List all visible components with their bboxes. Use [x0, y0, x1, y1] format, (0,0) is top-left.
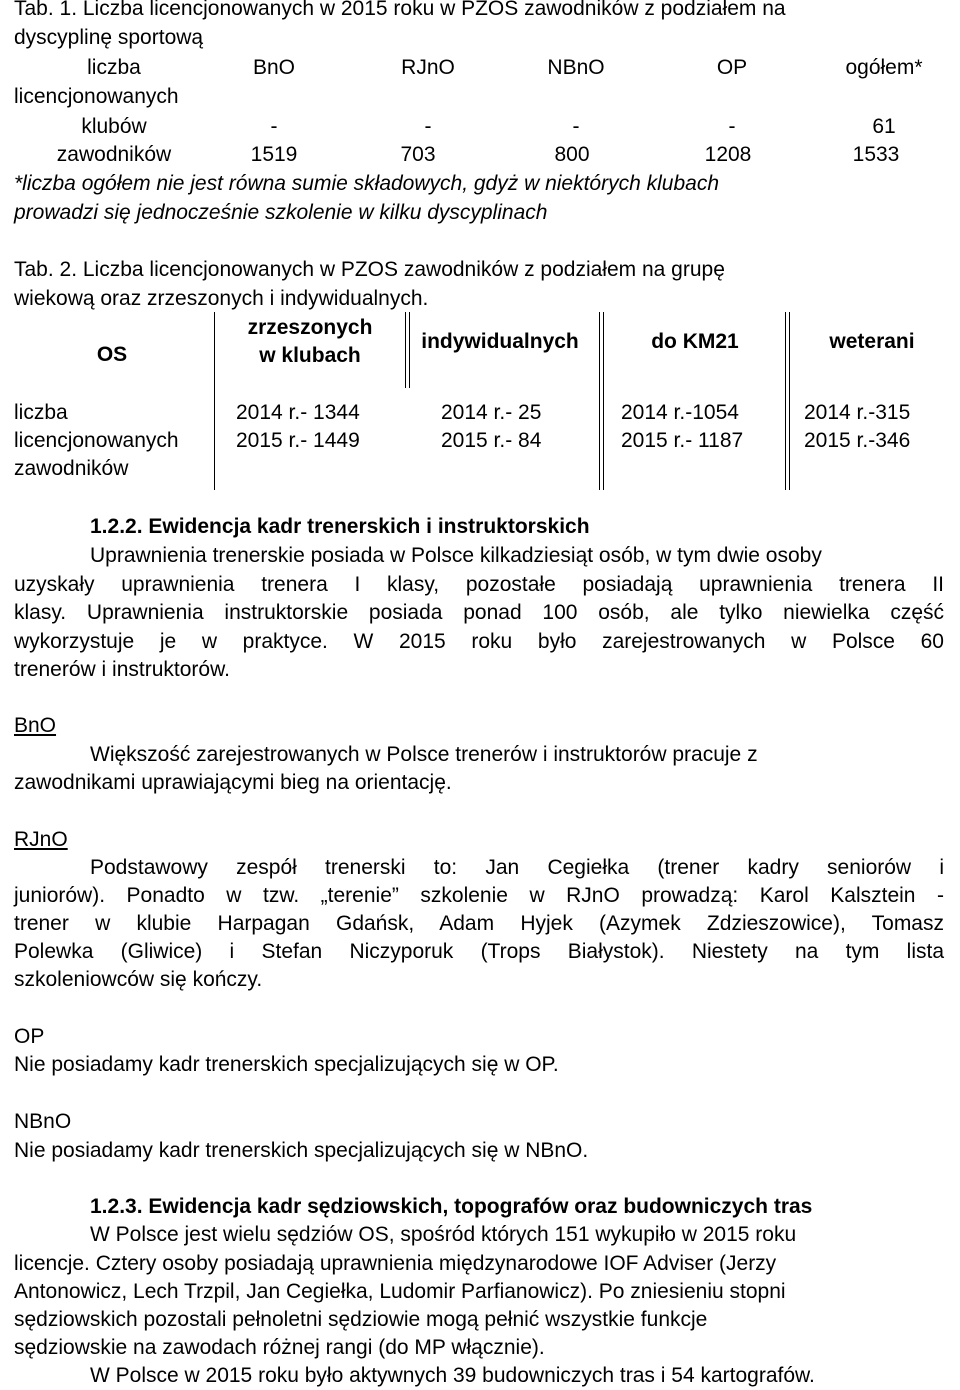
table1-row-label-klubow: klubów [81, 115, 147, 138]
table1-col-bno: BnO [252, 56, 296, 79]
table2-row-label: liczba [14, 401, 68, 424]
table2-cell-km21-2015: 2015 r.- 1187 [621, 429, 744, 452]
table1-row-label-zawodnikow: zawodników [56, 143, 172, 166]
section-123-p1-line4: sędziowskich pozostali pełnoletni sędziowie mogą pełnić wszystkie funkcje [14, 1308, 708, 1331]
table1-cell: 1208 [704, 143, 752, 166]
section-122-p1-line5: trenerów i instruktorów. [14, 658, 230, 681]
rjno-text-line3: trener w klubie Harpagan Gdańsk, Adam Hyjek (Azymek Zdzieszowice), Tomasz [14, 912, 944, 935]
section-122-p1-line1: Uprawnienia trenerskie posiada w Polsce kilkadziesiąt osób, w tym dwie osoby [90, 544, 822, 567]
nbno-label: NBnO [14, 1110, 72, 1133]
rjno-text-line2: juniorów). Ponadto w tzw. „terenie” szkolenie w RJnO prowadzą: Karol Kalsztein - [14, 884, 944, 907]
rjno-label: RJnO [14, 828, 68, 851]
nbno-text: Nie posiadamy kadr trenerskich specjalizujących się w NBnO. [14, 1139, 589, 1162]
op-text: Nie posiadamy kadr trenerskich specjalizujących się w OP. [14, 1053, 559, 1076]
section-122-p1-line2: uzyskały uprawnienia trenera I klasy, pozostałe posiadają uprawnienia trenera II [14, 573, 944, 596]
table1-col-nbno: NBnO [547, 56, 605, 79]
table1-footnote-line2: prowadzi się jednocześnie szkolenie w kilku dyscyplinach [14, 201, 548, 224]
table2-divider [599, 312, 604, 490]
rjno-text-line5: szkoleniowców się kończy. [14, 968, 263, 991]
table1-cell: 800 [554, 143, 590, 166]
table1-cell: 1519 [250, 143, 298, 166]
table2-cell-weterani-2014: 2014 r.-315 [804, 401, 911, 424]
table2-row-label-line2: licencjonowanych [14, 429, 179, 452]
bno-text-line1: Większość zarejestrowanych w Polsce trenerów i instruktorów pracuje z [90, 743, 758, 766]
section-123-p1-line3: Antonowicz, Lech Trzpil, Jan Cegiełka, Ludomir Parfianowicz). Po zniesieniu stopni [14, 1280, 786, 1303]
table1-cell: - [424, 115, 432, 138]
table1-col-op: OP [716, 56, 748, 79]
table1-cell: - [728, 115, 736, 138]
table2-header-zrzeszonych: zrzeszonych [247, 316, 373, 339]
bno-text-line2: zawodnikami uprawiającymi bieg na orientację. [14, 771, 452, 794]
bno-label: BnO [14, 714, 57, 737]
table2-cell-indywidualnych-2015: 2015 r.- 84 [441, 429, 542, 452]
table2-header-weterani: weterani [829, 330, 915, 353]
table2-cell-zrzeszonych-2014: 2014 r.- 1344 [236, 401, 360, 424]
table2-cell-zrzeszonych-2015: 2015 r.- 1449 [236, 429, 360, 452]
section-122-heading: 1.2.2. Ewidencja kadr trenerskich i instruktorskich [90, 515, 590, 538]
table2-cell-weterani-2015: 2015 r.-346 [804, 429, 911, 452]
table1-header-label-line2: licencjonowanych [14, 85, 179, 108]
table2-caption-line1: Tab. 2. Liczba licencjonowanych w PZOS zawodników z podziałem na grupę [14, 258, 725, 281]
table1-cell: 703 [400, 143, 436, 166]
table2-header-os: OS [96, 343, 128, 366]
table2-divider [214, 312, 215, 490]
section-123-heading: 1.2.3. Ewidencja kadr sędziowskich, topografów oraz budowniczych tras [90, 1195, 813, 1218]
section-123-p1-line2: licencje. Cztery osoby posiadają uprawnienia międzynarodowe IOF Adviser (Jerzy [14, 1252, 777, 1275]
table1-cell: 61 [872, 115, 896, 138]
op-label: OP [14, 1025, 45, 1048]
table1-header-label: liczba [87, 56, 141, 79]
section-123-p1-line5: sędziowskie na zawodach różnej rangi (do MP włącznie). [14, 1336, 545, 1359]
section-123-p1-line1: W Polsce jest wielu sędziów OS, spośród których 151 wykupiło w 2015 roku [90, 1223, 797, 1246]
section-122-p1-line4: wykorzystuje je w praktyce. W 2015 roku było zarejestrowanych w Polsce 60 [14, 630, 944, 653]
table1-cell: 1533 [852, 143, 900, 166]
table2-cell-km21-2014: 2014 r.-1054 [621, 401, 739, 424]
table1-cell: - [572, 115, 580, 138]
table2-caption-line2: wiekową oraz zrzeszonych i indywidualnych. [14, 287, 429, 310]
table2-header-zrzeszonych-line2: w klubach [259, 344, 361, 367]
table1-caption-line1: Tab. 1. Liczba licencjonowanych w 2015 roku w PZOS zawodników z podziałem na [14, 0, 786, 20]
table1-footnote-line1: *liczba ogółem nie jest równa sumie składowych, gdyż w niektórych klubach [14, 172, 719, 195]
table1-caption-line2: dyscyplinę sportową [14, 26, 204, 49]
rjno-text-line4: Polewka (Gliwice) i Stefan Niczyporuk (Trops Białystok). Niestety na tym lista [14, 940, 944, 963]
table1-col-rjno: RJnO [401, 56, 455, 79]
table2-cell-indywidualnych-2014: 2014 r.- 25 [441, 401, 542, 424]
table2-row-label-line3: zawodników [14, 457, 129, 480]
section-122-p1-line3: klasy. Uprawnienia instruktorskie posiada ponad 100 osób, ale tylko niewielka część [14, 601, 944, 624]
table2-divider [405, 312, 410, 388]
table2-divider [785, 312, 790, 490]
section-123-p2: W Polsce w 2015 roku było aktywnych 39 budowniczych tras i 54 kartografów. [90, 1364, 815, 1387]
table1-cell: - [270, 115, 278, 138]
table2-header-km21: do KM21 [651, 330, 739, 353]
rjno-text-line1: Podstawowy zespół trenerski to: Jan Cegiełka (trener kadry seniorów i [90, 856, 944, 879]
table1-col-total: ogółem* [845, 56, 923, 79]
table2-header-indywidualnych: indywidualnych [421, 330, 579, 353]
